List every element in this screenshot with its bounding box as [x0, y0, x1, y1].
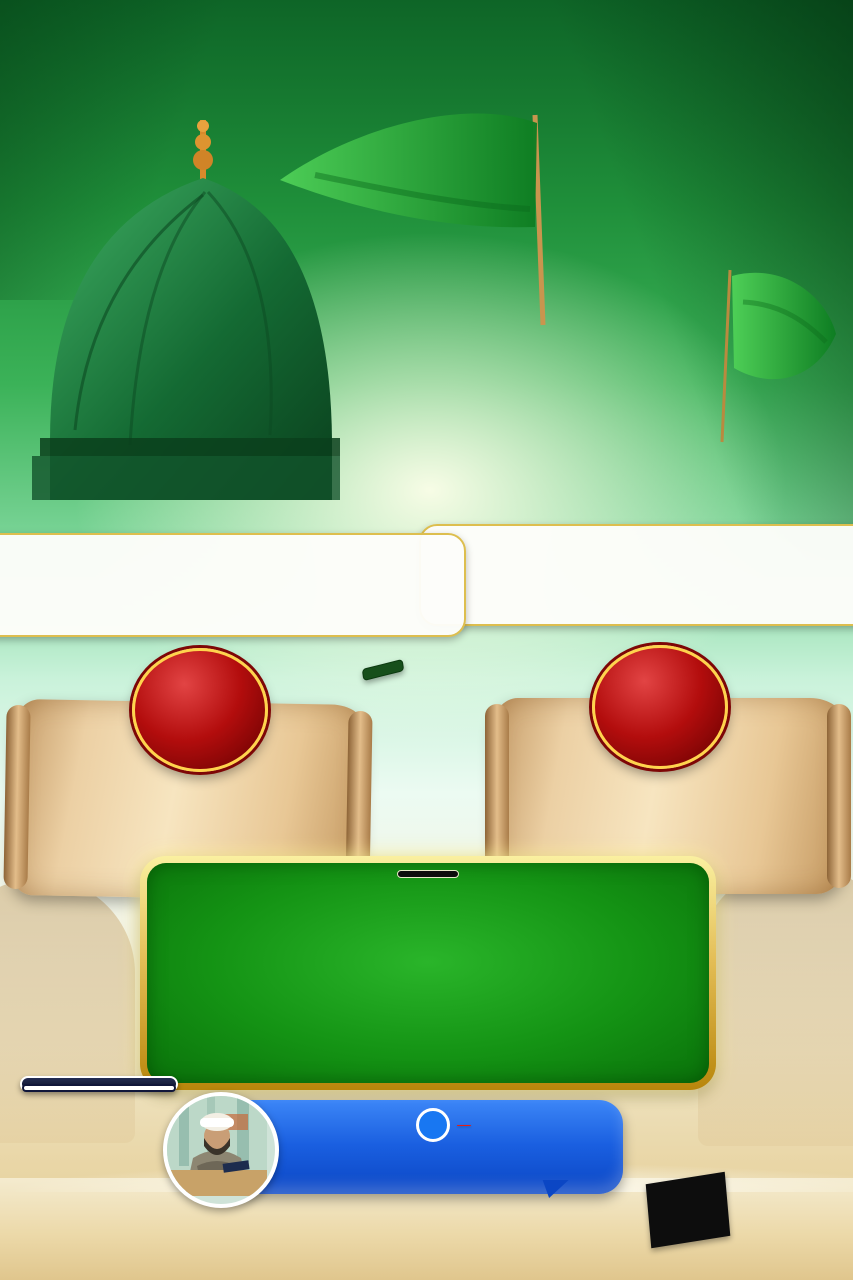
- day-number-16: [592, 645, 728, 769]
- venue-line: [8, 1256, 845, 1272]
- designer-credit: [20, 1074, 178, 1095]
- day-number-17: [132, 648, 268, 772]
- session2-topic-box: [0, 533, 466, 637]
- mosque-arch-art-right: [698, 866, 853, 1146]
- time-line-17: [12, 821, 364, 839]
- time-line-16: [492, 818, 843, 843]
- venue-badge: [646, 1172, 731, 1248]
- facebook-icon: [416, 1108, 450, 1142]
- live-banner-row1: [277, 1108, 617, 1142]
- top-right-shade: [553, 0, 853, 560]
- speech-banner-inner: [147, 863, 709, 1083]
- mosque-arch-art-left: [0, 878, 135, 1143]
- live-streaming-banner: [205, 1100, 623, 1194]
- special-speech-banner: [140, 856, 716, 1090]
- designer-phone: [22, 1084, 176, 1092]
- session1-topic: [646, 558, 652, 592]
- live-banner-content: [277, 1108, 617, 1143]
- speaker-avatar-illustration: [167, 1096, 267, 1196]
- speaker-name: [149, 907, 707, 975]
- speaker-photo: [163, 1092, 279, 1208]
- special-speech-pill: [397, 870, 459, 878]
- live-badge: [457, 1125, 471, 1126]
- session1-topic-box: [419, 524, 853, 626]
- session2-topic: [217, 568, 223, 602]
- top-left-shade: [0, 0, 240, 300]
